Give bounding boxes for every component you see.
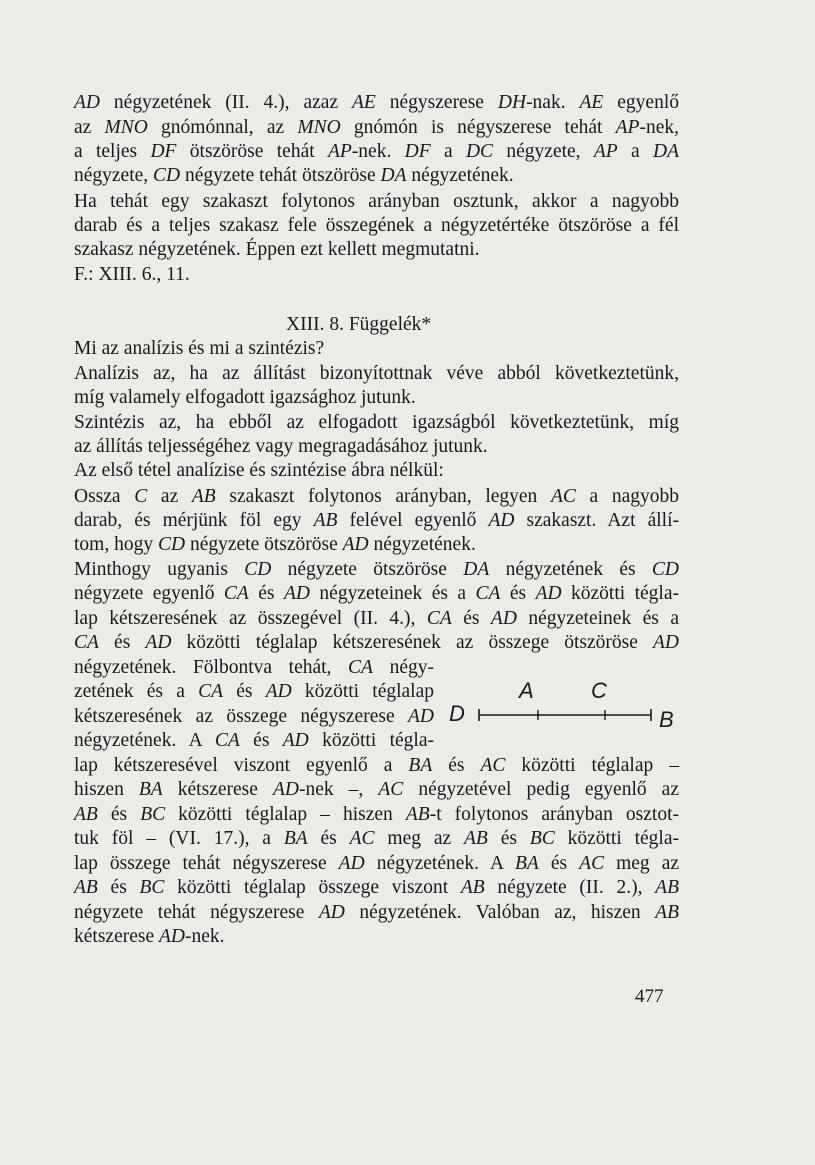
text-run: négyzetének. A <box>364 853 516 874</box>
text-run: négyzetének. Valóban az, hiszen <box>344 902 656 923</box>
text-run: darab, és mérjünk föl egy <box>74 510 314 531</box>
geometric-label: AB <box>405 804 430 825</box>
text-run: lap kétszeresének az összegével (II. 4.), <box>74 608 427 629</box>
geometric-label: DF <box>150 141 177 162</box>
geometric-label: DF <box>404 141 431 162</box>
text-run: a teljes <box>74 141 151 162</box>
geometric-label: AB <box>74 877 98 898</box>
text-line <box>74 164 679 188</box>
geometric-label: AB <box>464 828 488 849</box>
geometric-label: AC <box>550 486 576 507</box>
geometric-label: AB <box>655 877 679 898</box>
geometric-label: AD <box>653 632 679 653</box>
geometric-label: AD <box>342 534 369 555</box>
text-line <box>74 729 434 753</box>
text-run: négyzete tehát négyszerese <box>74 902 319 923</box>
text-run: szakaszt folytonos arányban, legyen <box>215 486 551 507</box>
geometric-label: AE <box>352 92 376 113</box>
text-run: és <box>248 583 284 604</box>
point-label-d: D <box>449 701 465 726</box>
text-line <box>74 485 679 509</box>
text-run: -nek. <box>185 926 225 947</box>
text-run: négyzetének és <box>489 559 652 580</box>
geometric-label: AC <box>480 755 506 776</box>
text-run: -nek, <box>639 117 679 138</box>
text-run: ötszöröse tehát <box>176 141 328 162</box>
geometric-label: AC <box>378 779 404 800</box>
text-run: az <box>147 486 192 507</box>
text-run: és <box>97 877 140 898</box>
text-run: -t folytonos arányban osztot- <box>429 804 679 825</box>
text-run: lap kétszeresével viszont egyenlő a <box>74 755 409 776</box>
text-run: és <box>97 804 141 825</box>
text-run: közötti téglalap – hiszen <box>165 804 406 825</box>
text-run: gnómón is négyszerese tehát <box>340 117 616 138</box>
text-line <box>74 631 679 655</box>
text-line: Ha tehát egy szakaszt folytonos arányban osztunk, akkor a nagyobb <box>74 191 679 212</box>
text-run: négyzete, <box>493 141 594 162</box>
geometric-label: AD <box>272 779 299 800</box>
text-run: és <box>451 608 491 629</box>
text-line <box>74 852 679 876</box>
geometric-label: BC <box>139 877 165 898</box>
geometric-label: MNO <box>104 117 148 138</box>
text-run: -nak. <box>526 92 580 113</box>
text-run: és <box>500 583 536 604</box>
geometric-label: AB <box>74 804 98 825</box>
geometric-label: DH <box>497 92 527 113</box>
point-label-a: A <box>519 678 534 703</box>
geometric-label: AE <box>579 92 604 113</box>
text-line <box>74 901 679 925</box>
text-line: míg valamely elfogadott igazsághoz jutunk. <box>74 387 416 408</box>
geometric-label: CA <box>198 681 224 702</box>
text-run: Minthogy ugyanis <box>74 559 245 580</box>
text-run: négyzete, <box>74 165 154 186</box>
geometric-label: BC <box>140 804 166 825</box>
geometric-label: AB <box>313 510 338 531</box>
geometric-label: DA <box>463 559 490 580</box>
geometric-label: DA <box>380 165 407 186</box>
text-line <box>74 827 679 851</box>
text-run: és <box>538 853 580 874</box>
text-run: közötti téglalap kétszeresének az összege ötszöröse <box>171 632 653 653</box>
text-run: négyzetének. <box>406 165 514 186</box>
geometric-label: CD <box>153 165 181 186</box>
geometric-label: CD <box>651 559 680 580</box>
geometric-label: AP <box>593 141 618 162</box>
text-line: Analízis az, ha az állítást bizonyítottnak véve abból következtetünk, <box>74 363 679 384</box>
text-run: egyenlő <box>603 92 679 113</box>
geometric-label: AB <box>460 877 485 898</box>
line-segment-figure <box>446 680 686 730</box>
text-line <box>74 533 679 557</box>
text-run: négyzetének (II. 4.), azaz <box>100 92 353 113</box>
text-run: négyzetével pedig egyenlő az <box>403 779 679 800</box>
text-run: négyzetének. Fölbontva tehát, <box>74 657 349 678</box>
geometric-label: AD <box>145 632 172 653</box>
text-run: közötti téglalap összege viszont <box>164 877 461 898</box>
geometric-label: AD <box>265 681 292 702</box>
text-run: meg az <box>374 828 465 849</box>
text-run: és <box>239 730 283 751</box>
geometric-label: AP <box>327 141 352 162</box>
text-run: kétszeresének az összege négyszerese <box>74 706 408 727</box>
geometric-label: AD <box>488 510 515 531</box>
text-line <box>74 607 679 631</box>
text-run: -nek –, <box>298 779 379 800</box>
geometric-label: AD <box>159 926 185 947</box>
text-run: meg az <box>604 853 680 874</box>
text-run: négyzete tehát ötszöröse <box>180 165 381 186</box>
page-number: 477 <box>635 986 664 1007</box>
text-run: négyzete egyenlő <box>74 583 224 604</box>
text-line <box>74 778 679 802</box>
geometric-label: CA <box>426 608 452 629</box>
text-run: közötti téglalap – <box>505 755 679 776</box>
text-line <box>74 680 434 704</box>
point-label-b: B <box>659 707 674 732</box>
text-line <box>74 803 679 827</box>
geometric-label: CA <box>74 632 99 653</box>
text-run: négyzeteinek és a <box>516 608 679 629</box>
text-run: a nagyobb <box>575 486 680 507</box>
text-run: és <box>98 632 146 653</box>
section-heading: XIII. 8. Függelék* <box>286 314 432 335</box>
text-run: négyzetének. A <box>74 730 215 751</box>
text-run: szakaszt. Azt állí- <box>514 510 679 531</box>
text-run: és <box>487 828 530 849</box>
geometric-label: CD <box>244 559 272 580</box>
text-line <box>74 140 679 164</box>
text-run: zetének és a <box>74 681 199 702</box>
geometric-label: CA <box>214 730 240 751</box>
text-line <box>74 91 679 115</box>
geometric-label: AD <box>282 730 309 751</box>
geometric-label: AD <box>490 608 517 629</box>
text-run: kétszerese <box>162 779 273 800</box>
text-run: az <box>74 117 105 138</box>
text-run: kétszerese <box>74 926 159 947</box>
text-run: tuk föl – (VI. 17.), a <box>74 828 284 849</box>
text-line: Az első tétel analízise és szintézise ábra nélkül: <box>74 460 444 481</box>
geometric-label: AC <box>579 853 605 874</box>
geometric-label: MNO <box>297 117 341 138</box>
geometric-label: AD <box>283 583 310 604</box>
geometric-label: AD <box>408 706 434 727</box>
text-line <box>74 116 679 140</box>
text-run: a <box>430 141 466 162</box>
geometric-label: BA <box>515 853 539 874</box>
text-run: és <box>432 755 481 776</box>
geometric-label: AD <box>535 583 562 604</box>
geometric-label: AB <box>191 486 216 507</box>
geometric-label: BC <box>529 828 555 849</box>
text-run: közötti tégla- <box>308 730 434 751</box>
geometric-label: AD <box>338 853 365 874</box>
geometric-label: DC <box>465 141 494 162</box>
text-run: közötti téglalap <box>291 681 435 702</box>
text-run: négyszerese <box>375 92 498 113</box>
text-line <box>74 509 679 533</box>
text-line <box>74 925 679 949</box>
text-line <box>74 582 679 606</box>
geometric-label: BA <box>138 779 163 800</box>
text-run: -nek. <box>351 141 405 162</box>
text-line: az állítás teljességéhez vagy megragadásához jutunk. <box>74 436 488 457</box>
text-run: a <box>617 141 654 162</box>
text-run: négyzete ötszöröse <box>185 534 343 555</box>
text-run: gnómónnal, az <box>147 117 298 138</box>
text-line <box>74 656 434 680</box>
geometric-label: BA <box>408 755 433 776</box>
text-line <box>74 876 679 900</box>
text-line: Szintézis az, ha ebből az elfogadott igazságból következtetünk, míg <box>74 412 679 433</box>
text-run: közötti tégla- <box>554 828 679 849</box>
text-run: és <box>307 828 350 849</box>
text-line <box>74 705 434 729</box>
text-run: felével egyenlő <box>337 510 489 531</box>
geometric-label: BA <box>283 828 308 849</box>
point-label-c: C <box>591 678 607 703</box>
geometric-label: AD <box>318 902 345 923</box>
text-run: Ossza <box>74 486 135 507</box>
text-line: szakasz négyzetének. Éppen ezt kellett megmutatni. <box>74 239 480 260</box>
text-run: lap összege tehát négyszerese <box>74 853 339 874</box>
text-line <box>74 558 679 582</box>
text-run: és <box>223 681 266 702</box>
text-run: közötti tégla- <box>561 583 679 604</box>
text-line: darab és a teljes szakasz fele összegének a négyzetértéke ötszöröse a fél <box>74 215 679 236</box>
geometric-label: C <box>134 486 148 507</box>
cross-reference: F.: XIII. 6., 11. <box>74 264 190 285</box>
text-run: négyzete ötszöröse <box>271 559 464 580</box>
text-run: négy- <box>372 657 434 678</box>
geometric-label: AB <box>655 902 679 923</box>
text-run: négyzeteinek és a <box>309 583 476 604</box>
text-run: négyzete (II. 2.), <box>484 877 656 898</box>
text-run: tom, hogy <box>74 534 158 555</box>
text-line <box>74 754 679 778</box>
geometric-label: DA <box>653 141 680 162</box>
text-run: négyzetének. <box>368 534 476 555</box>
geometric-label: CA <box>475 583 501 604</box>
segment-drawing <box>446 680 686 730</box>
text-line: Mi az analízis és mi a szintézis? <box>74 338 325 359</box>
geometric-label: AD <box>74 92 100 113</box>
geometric-label: AC <box>349 828 375 849</box>
geometric-label: CA <box>223 583 249 604</box>
text-run: hiszen <box>74 779 139 800</box>
geometric-label: CA <box>348 657 373 678</box>
geometric-label: CD <box>157 534 186 555</box>
geometric-label: AP <box>615 117 640 138</box>
